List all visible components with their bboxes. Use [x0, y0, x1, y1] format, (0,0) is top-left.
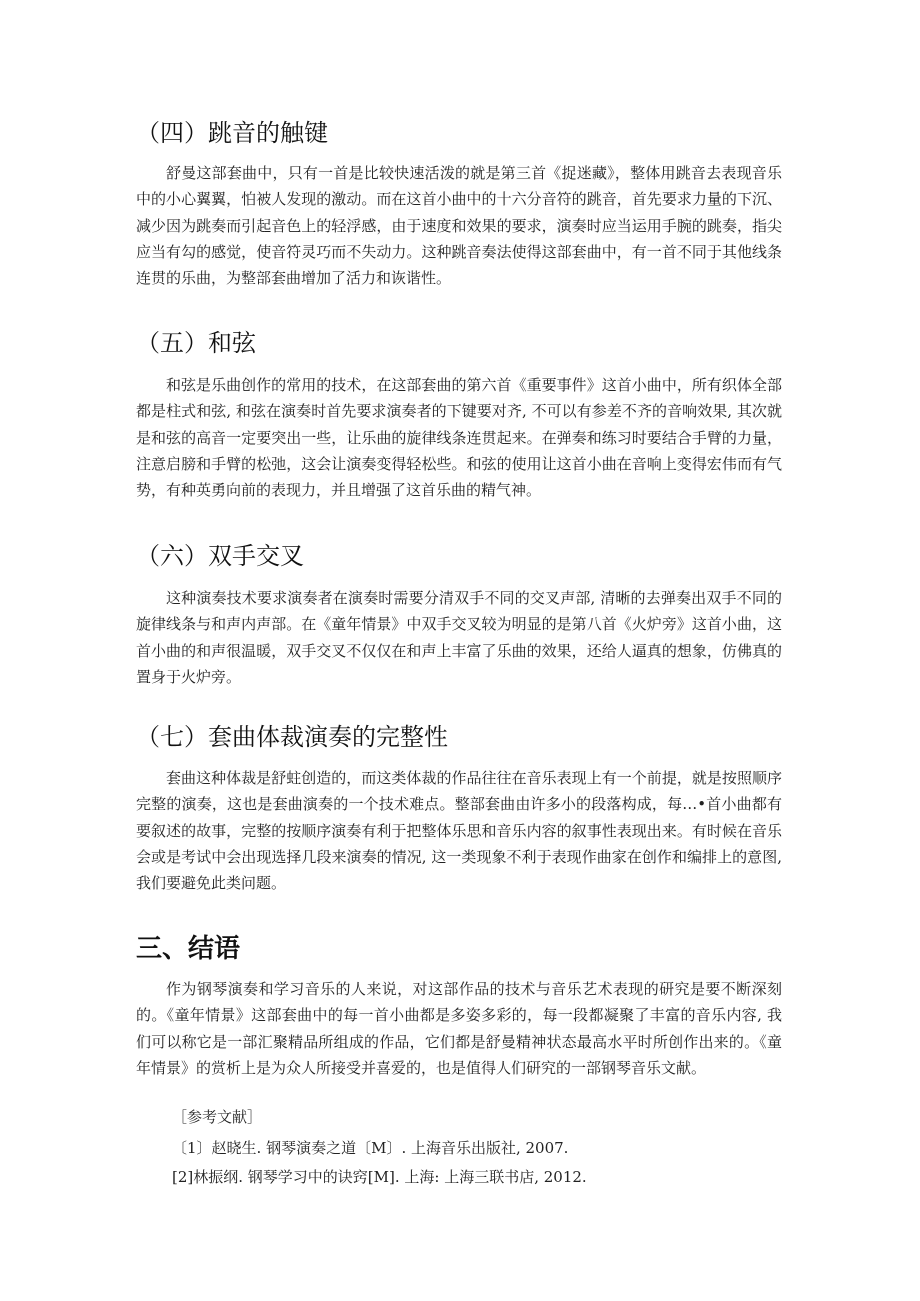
section-heading-5: （五）和弦	[136, 329, 256, 357]
section-paragraph-4: 舒曼这部套曲中，只有一首是比较快速活泼的就是第三首《捉迷藏》，整体用跳音去表现音乐中的小心翼翼，怕被人发现的激动。而在这首小曲中的十六分音符的跳音，首先要求力量的下沉、减少因为跳奏而引起音色上的轻浮感，由于速度和效果的要求，演奏时应当运用手腕的跳奏，指尖应当有勾的感觉，使音符灵巧而不失动力。这种跳音奏法使得这部套曲中，有一首不同于其他线条连贯的乐曲，为整部套曲增加了活力和诙谐性。	[136, 164, 782, 288]
section-heading-6: （六）双手交叉	[136, 542, 304, 570]
reference-item: 〔1〕赵晓生. 钢琴演奏之道〔M〕. 上海音乐出版社, 2007.	[172, 1139, 569, 1157]
section-heading-4: （四）跳音的触键	[136, 119, 328, 147]
conclusion-paragraph: 作为钢琴演奏和学习音乐的人来说，对这部作品的技术与音乐艺术表现的研究是要不断深刻的。《童年情景》这部套曲中的每一首小曲都是多姿多彩的，每一段都凝聚了丰富的音乐内容, 我们可以称它是一部汇聚精品所组成的作品，它们都是舒曼精神状态最高水平时所创作出来的。《童年情景》的赏析上是为众人所接受并喜爱的，也是值得人们研究的一部钢琴音乐文献。	[136, 980, 782, 1077]
section-paragraph-6: 这种演奏技术要求演奏者在演奏时需要分清双手不同的交叉声部, 清晰的去弹奏出双手不同的旋律线条与和声内声部。在《童年情景》中双手交叉较为明显的是第八首《火炉旁》这首小曲，这首小曲的和声很温暖，双手交叉不仅仅在和声上丰富了乐曲的效果，还给人逼真的想象，仿佛真的置身于火炉旁。	[136, 589, 782, 686]
section-heading-7: （七）套曲体裁演奏的完整性	[136, 723, 448, 751]
references-heading: ［参考文献］	[172, 1108, 263, 1126]
section-paragraph-7: 套曲这种体裁是舒蛀创造的，而这类体裁的作品往往在音乐表现上有一个前提，就是按照顺序完整的演奏，这也是套曲演奏的一个技术难点。整部套曲由许多小的段落构成，每…•首小曲都有要叙述的故事，完整的按顺序演奏有利于把整体乐思和音乐内容的叙事性表现出来。有时候在音乐会或是考试中会出现选择几段来演奏的情况, 这一类现象不利于表现作曲家在创作和编排上的意图, 我们要避免此类问题。	[136, 769, 782, 893]
section-paragraph-5: 和弦是乐曲创作的常用的技术，在这部套曲的第六首《重要事件》这首小曲中，所有织体全部都是柱式和弦, 和弦在演奏时首先要求演奏者的下键要对齐, 不可以有参差不齐的音响效果, 其次就是和弦的高音一定要突出一些，让乐曲的旋律线条连贯起来。在弹奏和练习时要结合手臂的力量，注意启膀和手臂的松弛，这会让演奏变得轻松些。和弦的使用让这首小曲在音响上变得宏伟而有气势，有种英勇向前的表现力，并且增强了这首乐曲的精气神。	[136, 376, 782, 500]
reference-item: [2]林振纲. 钢琴学习中的诀窍[M]. 上海: 上海三联书店, 2012.	[172, 1168, 587, 1186]
conclusion-heading: 三、结语	[136, 934, 241, 964]
